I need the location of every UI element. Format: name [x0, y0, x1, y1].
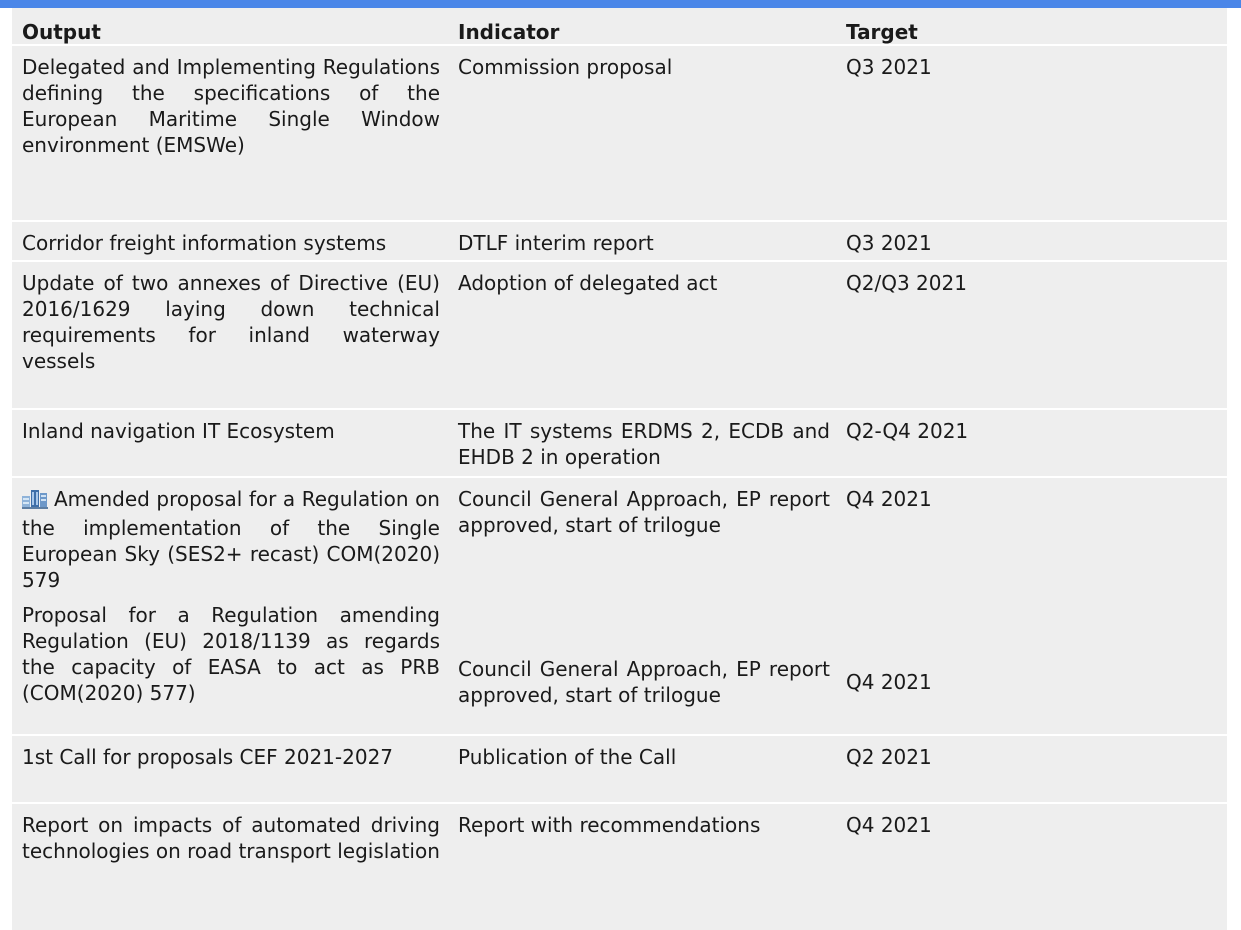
- header-indicator: Indicator: [458, 20, 560, 44]
- header-output: Output: [22, 20, 101, 44]
- table-row: [12, 222, 1227, 262]
- indicator-cell: Adoption of delegated act: [458, 271, 718, 295]
- top-accent-bar: [0, 0, 1241, 8]
- output-cell: [12, 478, 448, 593]
- table-row: [12, 46, 1227, 222]
- target-cell: Q3 2021: [846, 231, 932, 255]
- header-target: Target: [846, 20, 918, 44]
- table-header-row: [12, 8, 1227, 46]
- indicator-cell: Council General Approach, EP report approved, start of trilogue: [458, 657, 830, 707]
- output-cell: Update of two annexes of Directive (EU) 2016/1629 laying down technical requirements for inland waterway vessels: [22, 271, 440, 373]
- indicator-cell: Report with recommendations: [458, 813, 761, 837]
- table-row: [12, 262, 1227, 410]
- output-cell: Delegated and Implementing Regulations defining the specifications of the European Maritime Single Window environment (EMSWe): [22, 55, 440, 157]
- output-cell: Inland navigation IT Ecosystem: [22, 419, 335, 443]
- legislation-buildings-icon: [22, 489, 48, 515]
- target-cell: Q4 2021: [846, 487, 932, 511]
- table-row: [12, 736, 1227, 804]
- target-cell: Q2 2021: [846, 745, 932, 769]
- output-cell: Corridor freight information systems: [22, 231, 387, 255]
- target-cell: Q2/Q3 2021: [846, 271, 967, 295]
- indicator-cell: Publication of the Call: [458, 745, 677, 769]
- table-row: [12, 598, 1227, 736]
- indicator-cell: Council General Approach, EP report approved, start of trilogue: [458, 487, 830, 537]
- table-row: [12, 478, 1227, 598]
- output-cell: Proposal for a Regulation amending Regulation (EU) 2018/1139 as regards the capacity of EASA to act as PRB (COM(2020) 577): [22, 603, 440, 705]
- target-cell: Q4 2021: [846, 670, 932, 694]
- target-cell: Q4 2021: [846, 813, 932, 837]
- outputs-table: [12, 8, 1227, 930]
- table-row: [12, 410, 1227, 478]
- output-cell: 1st Call for proposals CEF 2021-2027: [22, 745, 394, 769]
- output-cell: Report on impacts of automated driving technologies on road transport legislation: [22, 813, 440, 863]
- indicator-cell: Commission proposal: [458, 55, 673, 79]
- target-cell: Q3 2021: [846, 55, 932, 79]
- output-text: Amended proposal for a Regulation on the implementation of the Single European Sky (SES2+ recast) COM(2020) 579: [22, 487, 440, 592]
- table-row: [12, 804, 1227, 930]
- target-cell: Q2-Q4 2021: [846, 419, 969, 443]
- indicator-cell: DTLF interim report: [458, 231, 654, 255]
- indicator-cell: The IT systems ERDMS 2, ECDB and EHDB 2 in operation: [458, 419, 830, 469]
